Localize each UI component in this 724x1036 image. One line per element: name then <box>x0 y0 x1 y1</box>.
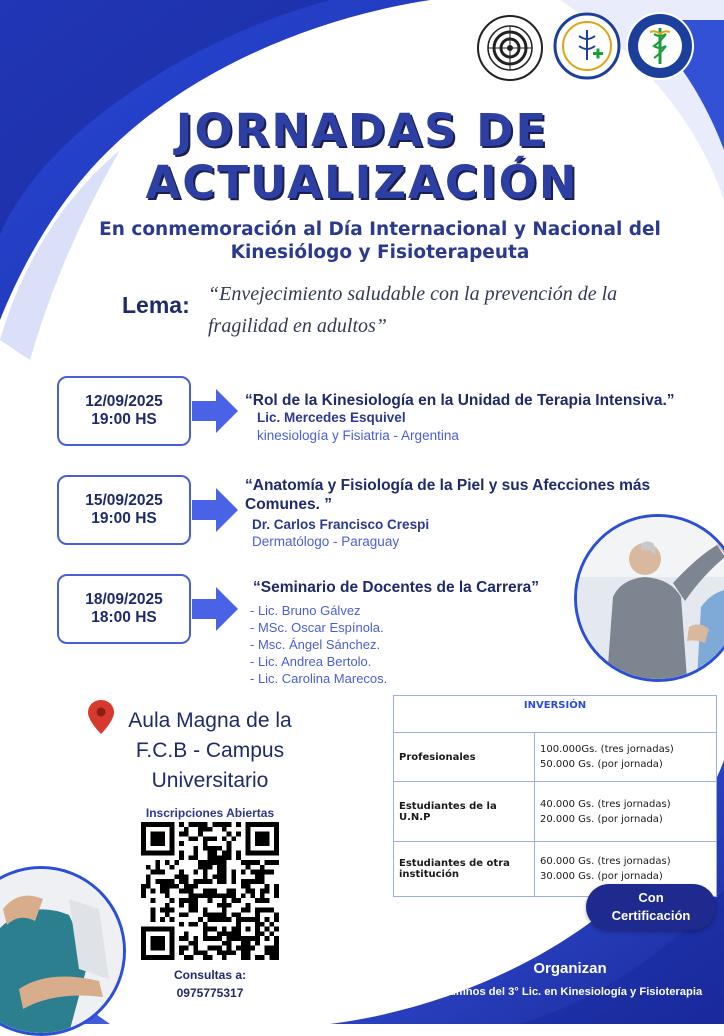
contact-phone: 0975775317 <box>176 986 244 1000</box>
session-2-title: “Anatomía y Fisiología de la Piel y sus Afecciones más Comunes. ” <box>245 477 651 513</box>
session-time: 19:00 HS <box>91 510 157 527</box>
fcb-faculty-seal-icon <box>553 12 621 80</box>
price-single: 30.000 Gs. (por jornada) <box>540 871 663 882</box>
price-single: 50.000 Gs. (por jornada) <box>540 759 663 770</box>
lema-label: Lema: <box>122 292 190 318</box>
price-full: 60.000 Gs. (tres jornadas) <box>540 856 671 867</box>
session-3-title: “Seminario de Docentes de la Carrera” <box>253 579 540 596</box>
registration-label: Inscripciones Abiertas <box>145 806 275 820</box>
panel-member: - MSc. Oscar Espínola. <box>250 620 384 635</box>
unp-university-seal-icon <box>476 14 544 82</box>
category-cell: Estudiantes de otra institución <box>394 842 535 897</box>
contact-info <box>140 966 280 1002</box>
session-date: 18/09/2025 <box>85 591 163 608</box>
investment-table <box>393 695 717 897</box>
title-line-1: JORNADAS DE <box>175 104 549 157</box>
price-full: 100.000Gs. (tres jornadas) <box>540 744 674 755</box>
session-time: 19:00 HS <box>91 411 157 428</box>
session-2-speaker: Dr. Carlos Francisco Crespi <box>252 517 430 532</box>
session-3-panel-list <box>250 602 387 687</box>
investment-header: INVERSIÓN <box>394 696 717 733</box>
contact-label: Consultas a: <box>173 968 246 982</box>
subtitle-line-1: En conmemoración al Día Internacional y Nacional del <box>99 219 661 240</box>
category-cell: Estudiantes de la U.N.P <box>394 782 535 842</box>
arrow-right-icon <box>192 389 238 433</box>
caduceus-seal-icon <box>626 12 694 80</box>
price-full: 40.000 Gs. (tres jornadas) <box>540 798 671 810</box>
session-3-date-box <box>57 574 191 644</box>
location-line-1: Aula Magna de la <box>128 709 292 732</box>
session-date: 12/09/2025 <box>85 393 163 410</box>
table-row <box>394 782 717 842</box>
certification-line-1: Con <box>638 890 664 905</box>
subtitle <box>60 218 700 264</box>
table-row <box>394 733 717 782</box>
session-1-date-box <box>57 376 191 446</box>
qr-code-icon[interactable] <box>141 822 279 960</box>
price-cell <box>535 733 717 782</box>
event-location <box>95 706 325 796</box>
location-line-2: F.C.B - Campus <box>135 739 285 762</box>
session-time: 18:00 HS <box>91 609 157 626</box>
session-date: 15/09/2025 <box>85 492 163 509</box>
session-1-title: “Rol de la Kinesiología en la Unidad de Terapia Intensiva.” <box>245 392 675 409</box>
session-1-affiliation: kinesiología y Fisiatria - Argentina <box>257 428 459 443</box>
location-line-3: Universitario <box>151 769 269 792</box>
arrow-right-icon <box>192 587 238 631</box>
certification-line-2: Certificación <box>611 908 691 923</box>
certification-badge <box>586 884 716 930</box>
organizers-text: Alumnos del 3° Lic. en Kinesiología y Fisioterapia <box>437 986 703 998</box>
session-1-speaker: Lic. Mercedes Esquivel <box>257 410 406 425</box>
title-line-2: ACTUALIZACIÓN <box>145 156 579 209</box>
panel-member: - Msc. Ángel Sánchez. <box>250 637 381 652</box>
price-single: 20.000 Gs. (por jornada) <box>540 813 663 825</box>
category-cell: Profesionales <box>394 733 535 782</box>
price-cell <box>535 782 717 842</box>
lema-text: “Envejecimiento saludable con la prevención de la fragilidad en adultos” <box>208 283 618 337</box>
panel-member: - Lic. Bruno Gálvez <box>250 603 361 618</box>
panel-member: - Lic. Andrea Bertolo. <box>250 654 372 669</box>
session-2-date-box <box>57 475 191 545</box>
arrow-right-icon <box>192 488 238 532</box>
subtitle-line-2: Kinesiólogo y Fisioterapeuta <box>230 242 530 263</box>
panel-member: - Lic. Carolina Marecos. <box>250 671 388 686</box>
organizers-title: Organizan <box>533 960 607 977</box>
session-2-affiliation: Dermatólogo - Paraguay <box>252 534 400 549</box>
